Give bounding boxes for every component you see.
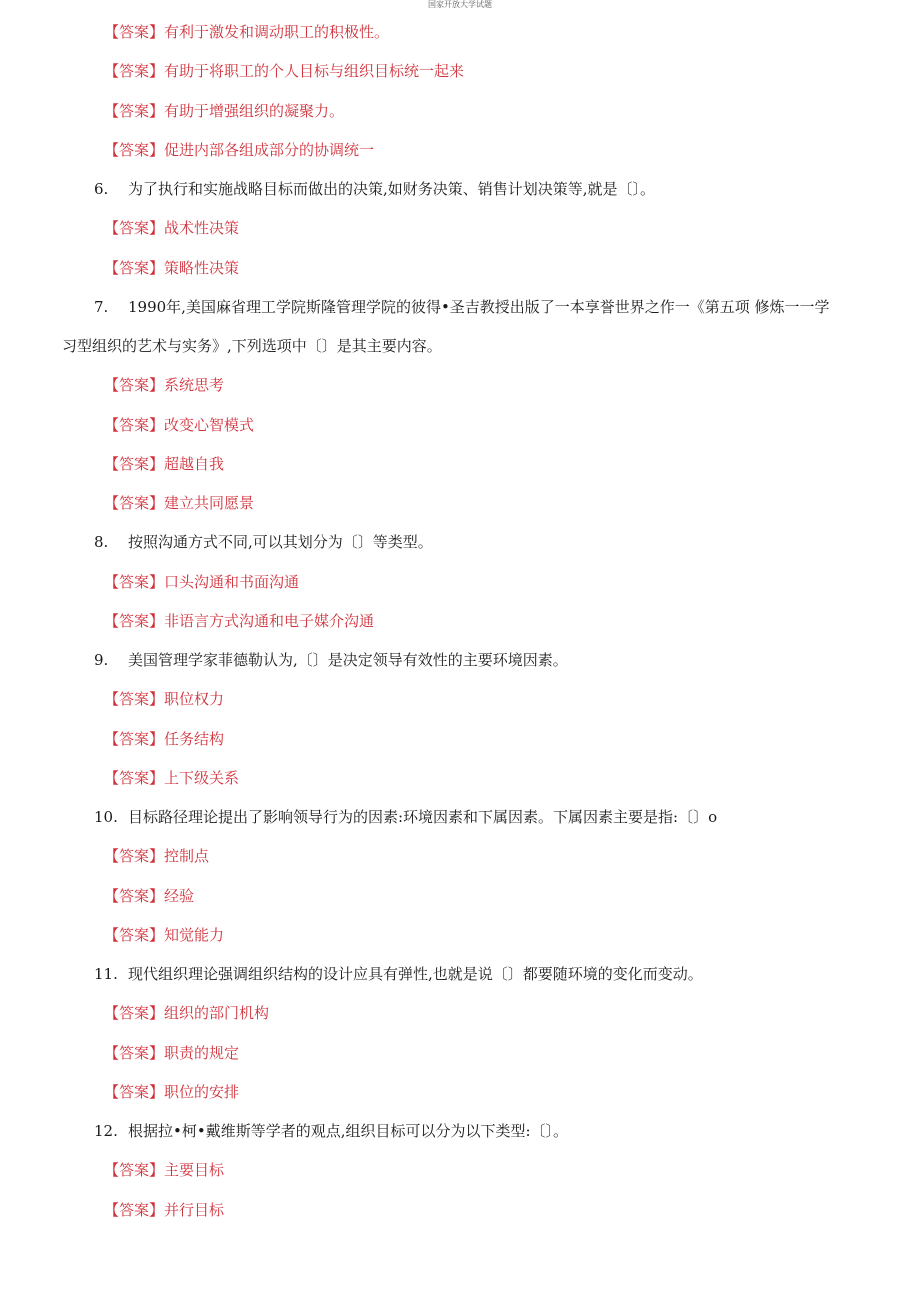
answer-text: 口头沟通和书面沟通 [164,572,300,591]
answer-option [104,1082,239,1102]
question [94,297,830,317]
answer-tag: 【答案】 [104,415,165,434]
answer-option [104,1160,224,1180]
answer-tag: 【答案】 [104,1043,165,1062]
answer-tag: 【答案】 [104,219,165,238]
answer-tag: 【答案】 [104,494,165,512]
answer-text: 系统思考 [164,376,225,395]
answer-option [104,101,344,121]
answer-option [104,493,254,513]
answer-text: 战术性决策 [164,219,240,238]
answer-option [104,925,224,945]
question-text: 按照沟通方式不同,可以其划分为〔〕等类型。 [128,533,433,552]
answer-option [104,1200,224,1220]
question-text: 根据拉•柯•戴维斯等学者的观点,组织目标可以分为以下类型:〔〕。 [128,1122,569,1140]
question-number: 9. [94,651,109,669]
answer-text: 上下级关系 [164,768,240,787]
question-number: 6. [94,180,109,198]
answer-tag: 【答案】 [104,925,165,944]
answer-option [104,611,374,631]
answer-text: 职责的规定 [164,1043,240,1062]
answer-tag: 【答案】 [104,611,165,630]
question-number: 10. [94,808,118,826]
answer-text: 主要目标 [164,1161,225,1180]
question-number: 7. [94,297,109,316]
answer-text: 建立共同愿景 [164,494,255,512]
answer-option [104,1003,269,1023]
answer-tag: 【答案】 [104,140,165,159]
question-text-continuation: 习型组织的艺术与实务》,下列选项中〔〕是其主要内容。 [62,337,442,355]
answer-option [104,22,389,42]
answer-tag: 【答案】 [104,376,165,395]
answer-option [104,61,464,81]
answer-tag: 【答案】 [104,258,165,277]
answer-tag: 【答案】 [104,1161,165,1180]
question [94,1121,568,1141]
answer-text: 组织的部门机构 [164,1004,270,1023]
answer-text: 有助于将职工的个人目标与组织目标统一起来 [164,62,465,81]
answer-tag: 【答案】 [104,690,165,709]
answer-option [104,258,239,278]
answer-text: 经验 [164,886,195,905]
answer-tag: 【答案】 [104,1004,165,1023]
answer-text: 改变心智模式 [164,415,255,434]
answer-text: 知觉能力 [164,925,225,944]
answer-tag: 【答案】 [104,101,165,120]
answer-option [104,454,224,474]
answer-text: 任务结构 [164,729,225,748]
answer-tag: 【答案】 [104,886,165,905]
answer-tag: 【答案】 [104,1200,165,1219]
question-number: 8. [94,533,109,552]
answer-option [104,886,194,906]
answer-option [104,689,224,709]
question [94,532,433,552]
answer-text: 并行目标 [164,1200,225,1219]
answer-text: 非语言方式沟通和电子媒介沟通 [164,611,375,630]
answer-tag: 【答案】 [104,572,165,591]
question [94,964,703,984]
page-header: 国家开放大学试题 [428,0,492,9]
question-number: 11. [94,965,118,983]
answer-tag: 【答案】 [104,847,165,866]
answer-tag: 【答案】 [104,1082,165,1101]
answer-text: 策略性决策 [164,258,240,277]
answer-option [104,768,239,788]
question-text: 为了执行和实施战略目标而做出的决策,如财务决策、销售计划决策等,就是〔〕。 [128,180,656,198]
question-text: 美国管理学家菲德勒认为,〔〕是决定领导有效性的主要环境因素。 [128,651,568,669]
question-text: 目标路径理论提出了影响领导行为的因素:环境因素和下属因素。下属因素主要是指:〔〕o [128,808,718,826]
question [94,807,717,827]
answer-text: 职位的安排 [164,1082,240,1101]
answer-text: 控制点 [164,847,210,866]
answer-option [104,140,374,160]
question-text: 现代组织理论强调组织结构的设计应具有弹性,也就是说〔〕都要随环境的变化而变动。 [128,965,703,983]
question [94,650,568,670]
answer-tag: 【答案】 [104,62,165,81]
answer-option [104,846,209,866]
answer-option [104,729,224,749]
answer-tag: 【答案】 [104,23,165,41]
answer-text: 有利于激发和调动职工的积极性。 [164,23,390,41]
answer-tag: 【答案】 [104,729,165,748]
answer-text: 有助于增强组织的凝聚力。 [164,101,345,120]
answer-option [104,218,239,238]
answer-option [104,415,254,435]
answer-option [104,572,299,592]
answer-text: 职位权力 [164,690,225,709]
answer-option [104,375,224,395]
answer-tag: 【答案】 [104,768,165,787]
answer-option [104,1043,239,1063]
question-text: 1990年,美国麻省理工学院斯隆管理学院的彼得•圣吉教授出版了一本享誉世界之作一《第五项 修炼一一学 [128,297,830,316]
question-number: 12. [94,1122,118,1140]
question [94,179,655,199]
answer-tag: 【答案】 [104,454,165,473]
answer-text: 促进内部各组成部分的协调统一 [164,140,375,159]
answer-text: 超越自我 [164,454,225,473]
